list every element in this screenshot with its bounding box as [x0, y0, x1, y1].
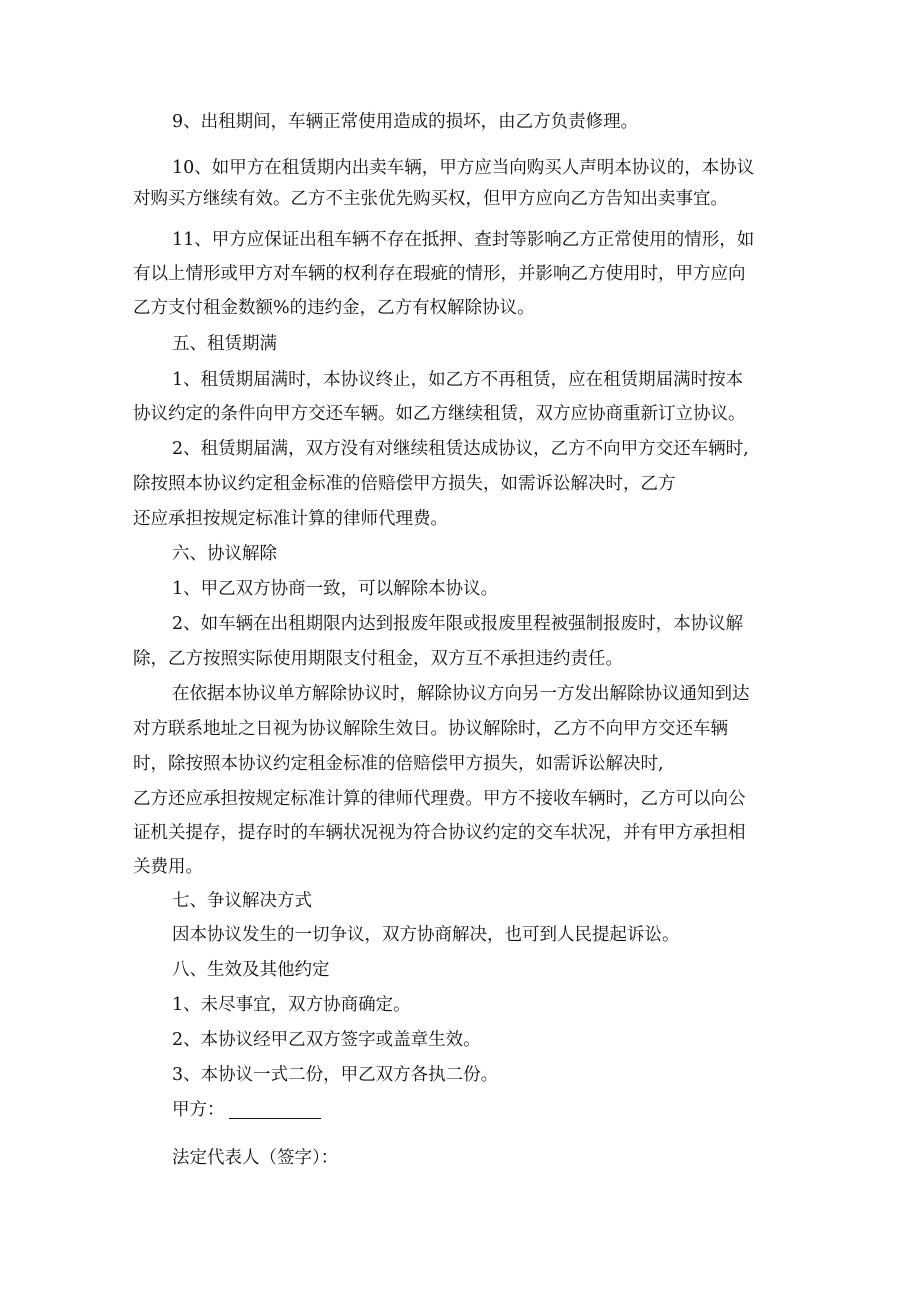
section-5-item-1-line-2: 协议约定的条件向甲方交还车辆。如乙方继续租赁，双方应协商重新订立协议。 [133, 404, 746, 424]
unilateral-termination-line-5: 证机关提存，提存时的车辆状况视为符合协议约定的交车状况，并有甲方承担相 [133, 823, 746, 843]
section-8-item-3: 3、本协议一式二份，甲乙双方各执二份。 [172, 1065, 499, 1085]
section-6-item-1: 1、甲乙双方协商一致，可以解除本协议。 [172, 579, 499, 599]
section-5-item-2-line-2: 除按照本协议约定租金标准的倍赔偿甲方损失，如需诉讼解决时，乙方 [133, 474, 676, 494]
dispute-resolution-text: 因本协议发生的一切争议，双方协商解决，也可到人民提起诉讼。 [172, 925, 680, 945]
section-7-heading: 七、争议解决方式 [172, 891, 312, 911]
unilateral-termination-line-2: 对方联系地址之日视为协议解除生效日。协议解除时，乙方不向甲方交还车辆 [133, 719, 728, 739]
section-8-item-2: 2、本协议经甲乙双方签字或盖章生效。 [172, 1030, 481, 1050]
section-5-item-2-line-1: 2、租赁期届满，双方没有对继续租赁达成协议，乙方不向甲方交还车辆时, [172, 439, 749, 459]
section-5-item-2-line-3: 还应承担按规定标准计算的律师代理费。 [133, 509, 448, 529]
legal-representative-label: 法定代表人（签字）： [172, 1148, 339, 1168]
unilateral-termination-line-6: 关费用。 [133, 857, 203, 877]
clause-10-line-1: 10、如甲方在租赁期内出卖车辆，甲方应当向购买人声明本协议的，本协议 [172, 158, 755, 178]
unilateral-termination-line-4: 乙方还应承担按规定标准计算的律师代理费。甲方不接收车辆时，乙方可以向公 [133, 789, 746, 809]
clause-11-line-3: 乙方支付租金数额%的违约金，乙方有权解除协议。 [133, 298, 535, 318]
clause-10-line-2: 对购买方继续有效。乙方不主张优先购买权，但甲方应向乙方告知出卖事宜。 [133, 189, 728, 209]
clause-11-line-1: 11、甲方应保证出租车辆不存在抵押、查封等影响乙方正常使用的情形，如 [172, 230, 755, 250]
clause-11-line-2: 有以上情形或甲方对车辆的权利存在瑕疵的情形，并影响乙方使用时，甲方应向 [133, 264, 746, 284]
party-a-row [172, 1098, 321, 1122]
section-6-item-2-line-1: 2、如车辆在出租期限内达到报废年限或报废里程被强制报废时，本协议解 [172, 614, 744, 634]
party-a-label: 甲方： [172, 1100, 225, 1120]
unilateral-termination-line-3: 时，除按照本协议约定租金标准的倍赔偿甲方损失，如需诉讼解决时, [133, 754, 664, 774]
unilateral-termination-line-1: 在依据本协议单方解除协议时，解除协议方向另一方发出解除协议通知到达 [172, 684, 750, 704]
section-5-heading: 五、租赁期满 [172, 334, 277, 354]
section-8-heading: 八、生效及其他约定 [172, 960, 330, 980]
section-8-item-1: 1、未尽事宜，双方协商确定。 [172, 995, 411, 1015]
section-5-item-1-line-1: 1、租赁期届满时，本协议终止，如乙方不再租赁，应在租赁期届满时按本 [172, 370, 744, 390]
section-6-item-2-line-2: 除，乙方按照实际使用期限支付租金，双方互不承担违约责任。 [133, 649, 623, 669]
section-6-heading: 六、协议解除 [172, 544, 277, 564]
clause-9: 9、出租期间，车辆正常使用造成的损坏，由乙方负责修理。 [172, 112, 639, 132]
party-a-signature-blank [229, 1100, 321, 1119]
